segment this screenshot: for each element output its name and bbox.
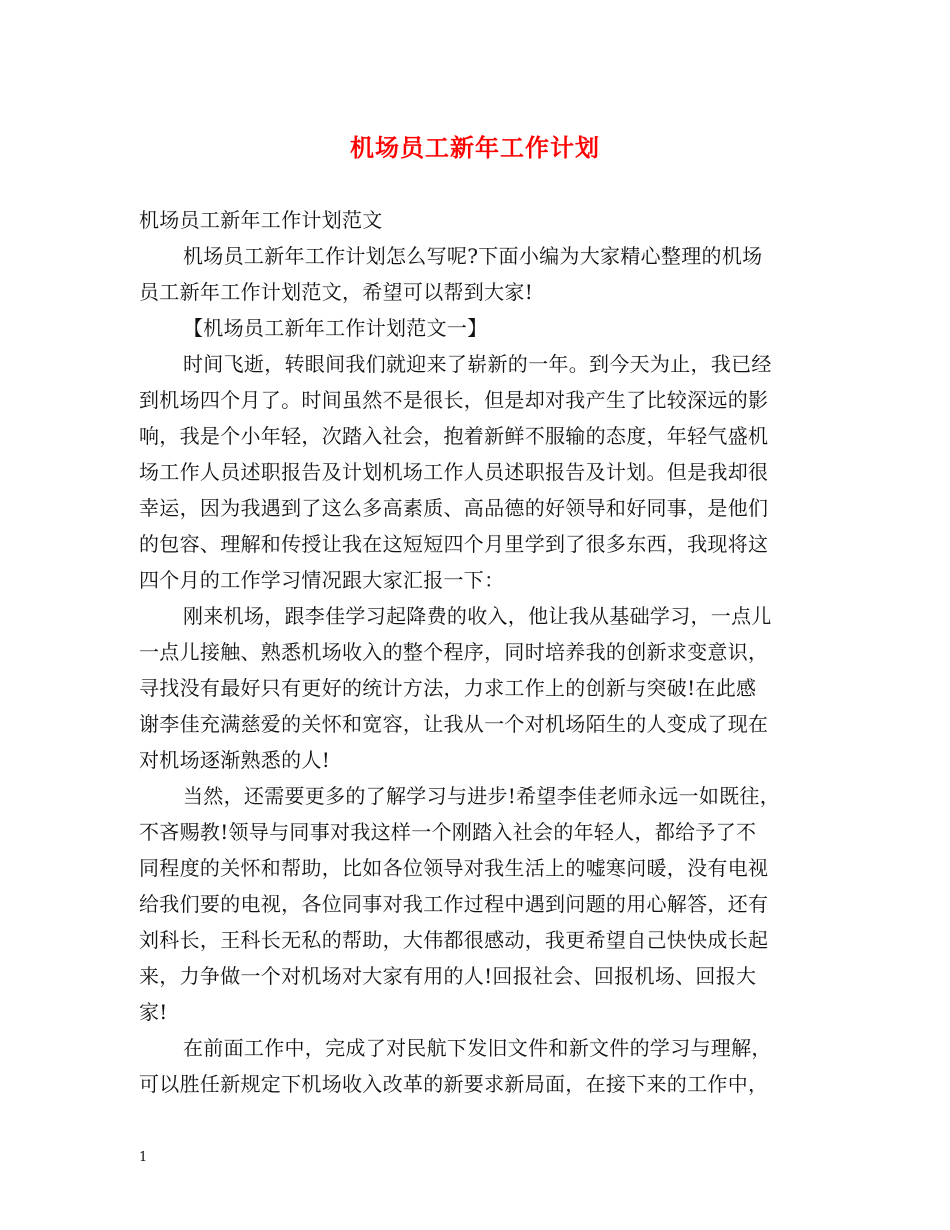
paragraph-line: 来，力争做一个对机场对大家有用的人!回报社会、回报机场、回报大 <box>139 964 757 988</box>
paragraph-line: 时间飞逝，转眼间我们就迎来了崭新的一年。到今天为止，我已经 <box>183 352 772 376</box>
paragraph-line: 在前面工作中，完成了对民航下发旧文件和新文件的学习与理解， <box>183 1036 772 1060</box>
paragraph-line: 当然，还需要更多的了解学习与进步!希望李佳老师永远一如既往， <box>183 784 781 808</box>
paragraph-line: 刚来机场，跟李佳学习起降费的收入，他让我从基础学习，一点儿 <box>183 604 772 628</box>
paragraph-line: 刘科长，王科长无私的帮助，大伟都很感动，我更希望自己快快成长起 <box>139 928 769 952</box>
section-heading: 【机场员工新年工作计划范文一】 <box>183 316 488 340</box>
paragraph-line: 幸运，因为我遇到了这么多高素质、高品德的好领导和好同事，是他们 <box>139 496 769 520</box>
document-title: 机场员工新年工作计划 <box>350 133 600 162</box>
paragraph-line: 到机场四个月了。时间虽然不是很长，但是却对我产生了比较深远的影 <box>139 388 769 412</box>
paragraph-line: 对机场逐渐熟悉的人! <box>139 748 331 772</box>
paragraph-line: 机场员工新年工作计划怎么写呢?下面小编为大家精心整理的机场 <box>183 244 763 268</box>
paragraph-line: 一点儿接触、熟悉机场收入的整个程序，同时培养我的创新求变意识， <box>139 640 769 664</box>
paragraph-line: 四个月的工作学习情况跟大家汇报一下： <box>139 568 505 592</box>
paragraph-line: 机场员工新年工作计划范文 <box>139 208 383 232</box>
page-number: 1 <box>139 1150 148 1165</box>
paragraph-line: 可以胜任新规定下机场收入改革的新要求新局面，在接下来的工作中， <box>139 1072 769 1096</box>
paragraph-line: 寻找没有最好只有更好的统计方法，力求工作上的创新与突破!在此感 <box>139 676 757 700</box>
paragraph-line: 的包容、理解和传授让我在这短短四个月里学到了很多东西，我现将这 <box>139 532 769 556</box>
paragraph-line: 响，我是个小年轻，次踏入社会，抱着新鲜不服输的态度，年轻气盛机 <box>139 424 769 448</box>
paragraph-line: 同程度的关怀和帮助，比如各位领导对我生活上的嘘寒问暖，没有电视 <box>139 856 769 880</box>
paragraph-line: 给我们要的电视，各位同事对我工作过程中遇到问题的用心解答，还有 <box>139 892 769 916</box>
paragraph-line: 员工新年工作计划范文，希望可以帮到大家! <box>139 280 534 304</box>
paragraph-line: 谢李佳充满慈爱的关怀和宽容，让我从一个对机场陌生的人变成了现在 <box>139 712 769 736</box>
paragraph-line: 不吝赐教!领导与同事对我这样一个刚踏入社会的年轻人，都给予了不 <box>139 820 757 844</box>
paragraph-line: 家! <box>139 1000 168 1024</box>
paragraph-line: 场工作人员述职报告及计划机场工作人员述职报告及计划。但是我却很 <box>139 460 769 484</box>
